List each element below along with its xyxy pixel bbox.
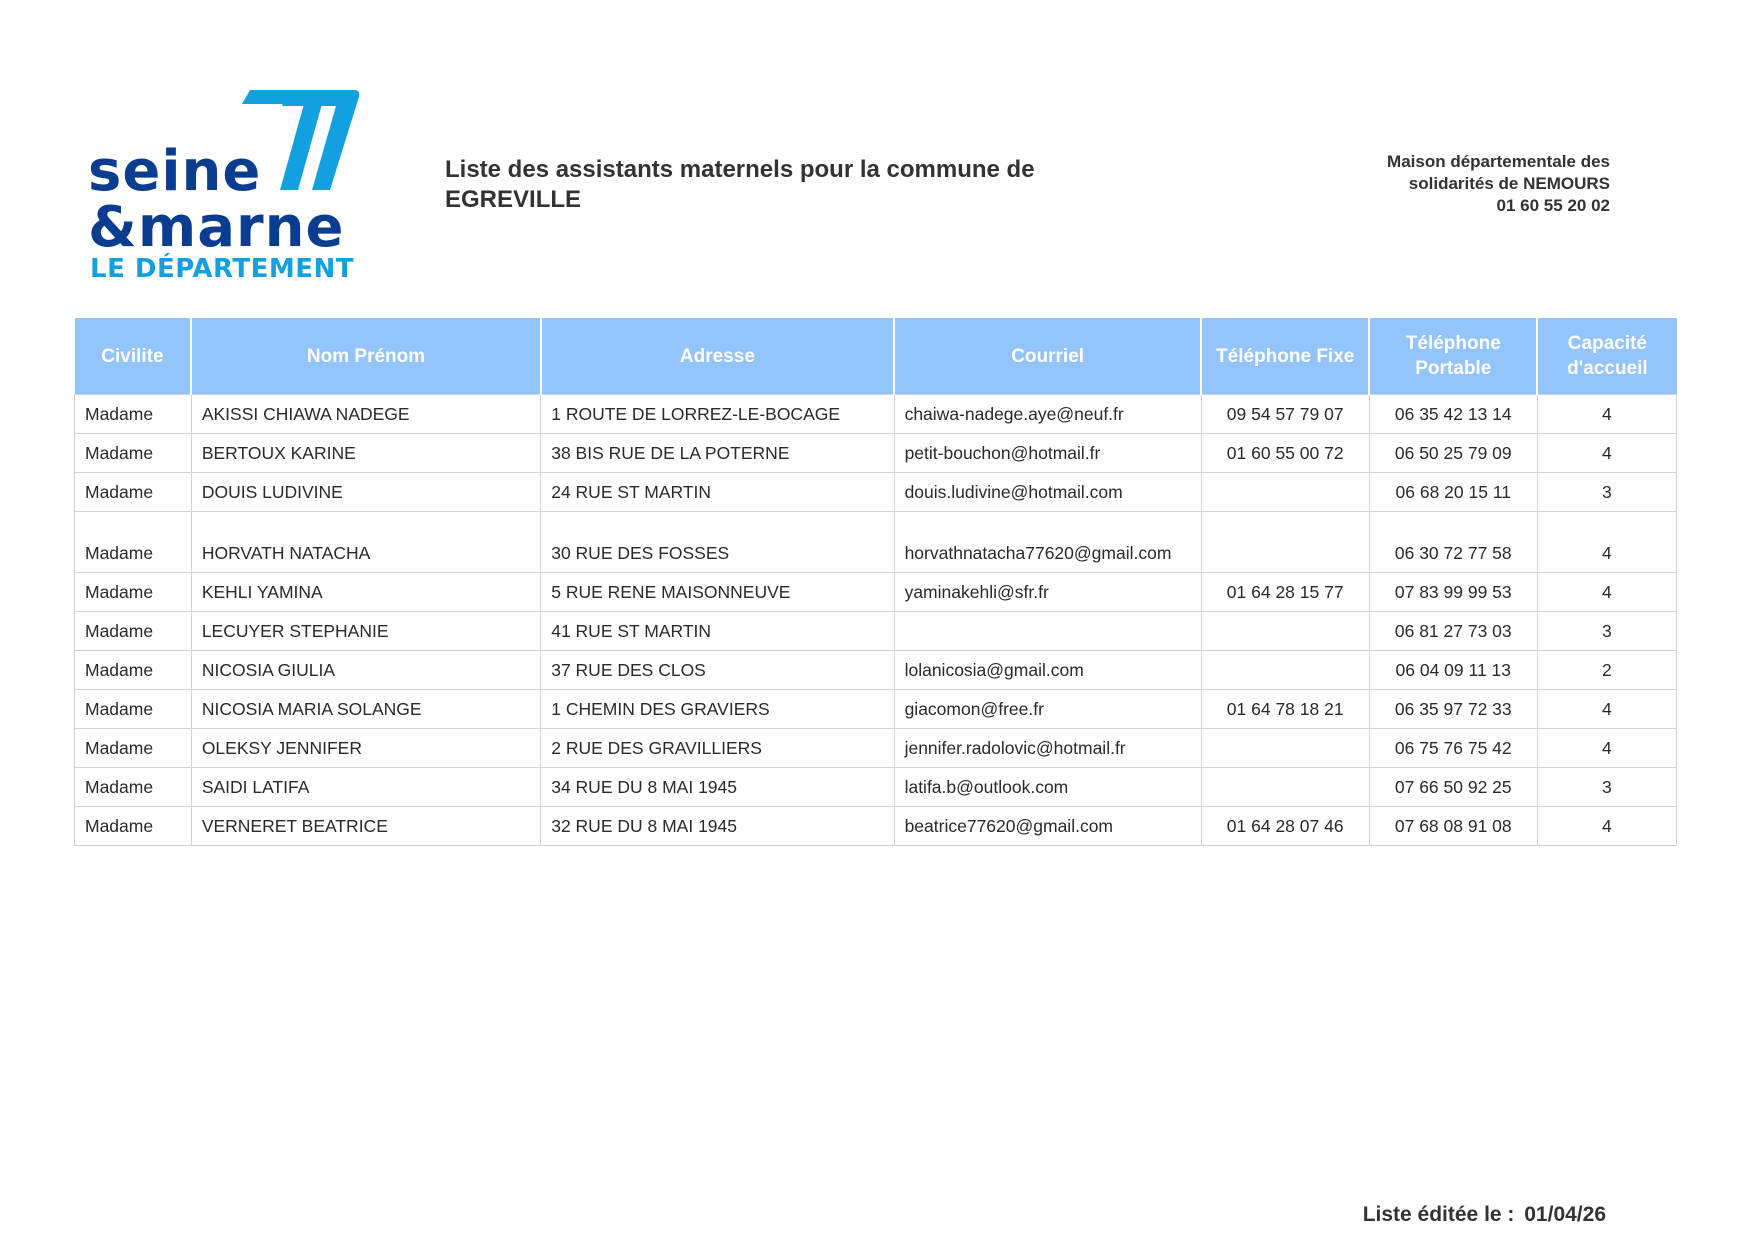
header-nom-prenom: Nom Prénom: [191, 318, 540, 395]
cell-telephone-fixe: 01 64 28 07 46: [1201, 807, 1369, 846]
cell-capacite: 4: [1537, 573, 1676, 612]
cell-courriel: horvathnatacha77620@gmail.com: [894, 512, 1201, 573]
cell-capacite: 3: [1537, 473, 1676, 512]
edition-date-label: Liste éditée le :: [1362, 1203, 1515, 1226]
cell-nom-prenom: HORVATH NATACHA: [191, 512, 540, 573]
cell-telephone-portable: 07 66 50 92 25: [1369, 768, 1537, 807]
cell-capacite: 4: [1537, 512, 1676, 573]
cell-civilite: Madame: [75, 612, 192, 651]
cell-telephone-portable: 07 68 08 91 08: [1369, 807, 1537, 846]
header-civilite: Civilite: [75, 318, 192, 395]
cell-capacite: 3: [1537, 768, 1676, 807]
header-adresse: Adresse: [541, 318, 894, 395]
cell-nom-prenom: OLEKSY JENNIFER: [191, 729, 540, 768]
cell-courriel: douis.ludivine@hotmail.com: [894, 473, 1201, 512]
header-capacite: Capacité d'accueil: [1537, 318, 1676, 395]
cell-telephone-portable: 07 83 99 99 53: [1369, 573, 1537, 612]
cell-telephone-portable: 06 35 97 72 33: [1369, 690, 1537, 729]
cell-adresse: 30 RUE DES FOSSES: [541, 512, 894, 573]
cell-nom-prenom: NICOSIA GIULIA: [191, 651, 540, 690]
cell-telephone-fixe: 01 60 55 00 72: [1201, 434, 1369, 473]
document-title: [445, 155, 1085, 215]
cell-adresse: 2 RUE DES GRAVILLIERS: [541, 729, 894, 768]
cell-telephone-portable: 06 68 20 15 11: [1369, 473, 1537, 512]
cell-civilite: Madame: [75, 512, 192, 573]
cell-courriel: [894, 612, 1201, 651]
table-row: [75, 768, 1677, 807]
cell-nom-prenom: KEHLI YAMINA: [191, 573, 540, 612]
cell-civilite: Madame: [75, 768, 192, 807]
cell-civilite: Madame: [75, 651, 192, 690]
cell-telephone-fixe: [1201, 768, 1369, 807]
cell-telephone-fixe: 01 64 78 18 21: [1201, 690, 1369, 729]
cell-courriel: yaminakehli@sfr.fr: [894, 573, 1201, 612]
cell-telephone-portable: 06 04 09 11 13: [1369, 651, 1537, 690]
table-row: [75, 807, 1677, 846]
cell-nom-prenom: DOUIS LUDIVINE: [191, 473, 540, 512]
cell-adresse: 24 RUE ST MARTIN: [541, 473, 894, 512]
cell-telephone-portable: 06 75 76 75 42: [1369, 729, 1537, 768]
cell-adresse: 41 RUE ST MARTIN: [541, 612, 894, 651]
table-row: [75, 395, 1677, 434]
table-row: [75, 651, 1677, 690]
table-row: [75, 690, 1677, 729]
department-logo: [82, 86, 372, 286]
logo-line-marne: &marne: [88, 195, 345, 260]
edition-date: [1359, 1203, 1606, 1227]
cell-capacite: 4: [1537, 395, 1676, 434]
cell-civilite: Madame: [75, 729, 192, 768]
cell-telephone-portable: 06 50 25 79 09: [1369, 434, 1537, 473]
table-row: [75, 512, 1677, 573]
cell-nom-prenom: AKISSI CHIAWA NADEGE: [191, 395, 540, 434]
title-commune: EGREVILLE: [445, 186, 582, 213]
header-courriel: Courriel: [894, 318, 1201, 395]
cell-capacite: 4: [1537, 434, 1676, 473]
assistants-table: [74, 318, 1677, 846]
cell-adresse: 1 CHEMIN DES GRAVIERS: [541, 690, 894, 729]
cell-civilite: Madame: [75, 573, 192, 612]
cell-civilite: Madame: [75, 473, 192, 512]
logo-line-departement: LE DÉPARTEMENT: [90, 254, 354, 284]
cell-civilite: Madame: [75, 434, 192, 473]
cell-capacite: 4: [1537, 807, 1676, 846]
cell-nom-prenom: LECUYER STEPHANIE: [191, 612, 540, 651]
table-header-row: [75, 318, 1677, 395]
cell-telephone-fixe: [1201, 651, 1369, 690]
cell-telephone-portable: 06 81 27 73 03: [1369, 612, 1537, 651]
table-row: [75, 612, 1677, 651]
agency-line-1: Maison départementale des: [1387, 152, 1610, 171]
cell-capacite: 3: [1537, 612, 1676, 651]
cell-telephone-fixe: [1201, 512, 1369, 573]
table-row: [75, 729, 1677, 768]
cell-civilite: Madame: [75, 395, 192, 434]
cell-capacite: 2: [1537, 651, 1676, 690]
cell-courriel: jennifer.radolovic@hotmail.fr: [894, 729, 1201, 768]
cell-courriel: petit-bouchon@hotmail.fr: [894, 434, 1201, 473]
header-telephone-fixe: Téléphone Fixe: [1201, 318, 1369, 395]
cell-adresse: 38 BIS RUE DE LA POTERNE: [541, 434, 894, 473]
cell-courriel: beatrice77620@gmail.com: [894, 807, 1201, 846]
cell-courriel: lolanicosia@gmail.com: [894, 651, 1201, 690]
edition-date-value: 01/04/26: [1524, 1203, 1606, 1226]
table-row: [75, 434, 1677, 473]
header-telephone-portable: Téléphone Portable: [1369, 318, 1537, 395]
agency-phone: 01 60 55 20 02: [1496, 196, 1610, 215]
cell-nom-prenom: NICOSIA MARIA SOLANGE: [191, 690, 540, 729]
cell-nom-prenom: BERTOUX KARINE: [191, 434, 540, 473]
cell-adresse: 34 RUE DU 8 MAI 1945: [541, 768, 894, 807]
cell-telephone-fixe: [1201, 729, 1369, 768]
logo-line-seine: seine: [88, 139, 262, 204]
agency-contact: [1387, 151, 1610, 217]
cell-courriel: giacomon@free.fr: [894, 690, 1201, 729]
cell-adresse: 32 RUE DU 8 MAI 1945: [541, 807, 894, 846]
cell-telephone-portable: 06 30 72 77 58: [1369, 512, 1537, 573]
cell-adresse: 5 RUE RENE MAISONNEUVE: [541, 573, 894, 612]
cell-telephone-fixe: 09 54 57 79 07: [1201, 395, 1369, 434]
cell-nom-prenom: VERNERET BEATRICE: [191, 807, 540, 846]
cell-telephone-fixe: 01 64 28 15 77: [1201, 573, 1369, 612]
cell-courriel: latifa.b@outlook.com: [894, 768, 1201, 807]
cell-civilite: Madame: [75, 807, 192, 846]
cell-capacite: 4: [1537, 729, 1676, 768]
cell-telephone-fixe: [1201, 473, 1369, 512]
cell-telephone-portable: 06 35 42 13 14: [1369, 395, 1537, 434]
table-row: [75, 573, 1677, 612]
table-row: [75, 473, 1677, 512]
cell-adresse: 37 RUE DES CLOS: [541, 651, 894, 690]
cell-capacite: 4: [1537, 690, 1676, 729]
cell-adresse: 1 ROUTE DE LORREZ-LE-BOCAGE: [541, 395, 894, 434]
cell-telephone-fixe: [1201, 612, 1369, 651]
cell-courriel: chaiwa-nadege.aye@neuf.fr: [894, 395, 1201, 434]
cell-nom-prenom: SAIDI LATIFA: [191, 768, 540, 807]
agency-line-2: solidarités de NEMOURS: [1408, 174, 1610, 193]
title-line-1: Liste des assistants maternels pour la commune de: [445, 156, 1035, 183]
cell-civilite: Madame: [75, 690, 192, 729]
